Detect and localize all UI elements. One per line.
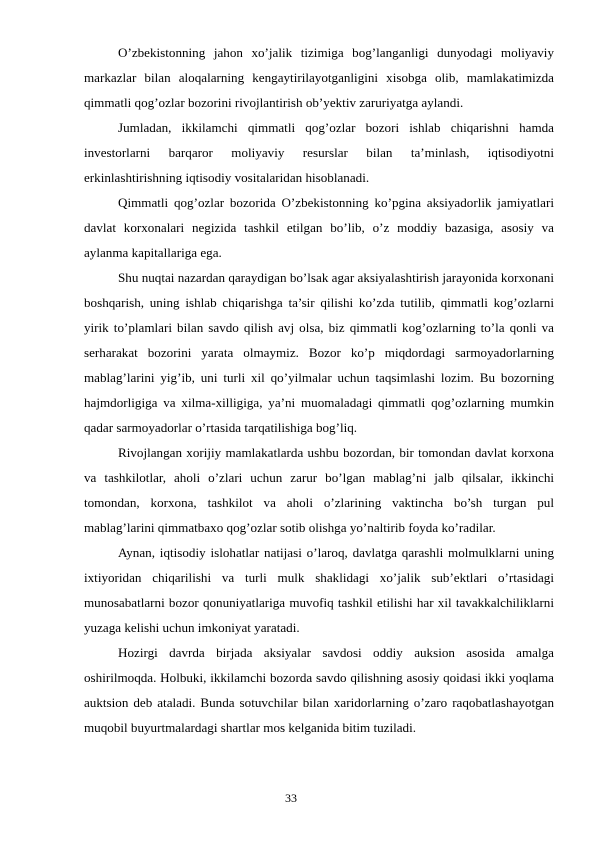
paragraph-6: Aynan, iqtisodiy islohatlar natijasi o’laroq, davlatga qarashli molmulklarni uning ixtiyoridan chiqarilishi va turli mulk shaklidagi xo’jalik sub’ektlari o’rtasidagi munosabatlarni bozor qonuniyatlariga muvofiq tashkil etilishi har xil tavakkalchiliklarni yuzaga kelishi uchun imkoniyat yaratadi. [84,545,554,635]
page-number: 33 [285,791,297,805]
paragraph-1: O’zbekistonning jahon xo’jalik tizimiga bog’langanligi dunyodagi moliyaviy markazlar bilan aloqalarning kengaytirilayotganligini xisobga olib, mamlakatimizda qimmatli qog’ozlar bozorini rivojlantirish ob’yektiv zaruriyatga aylandi. [84,45,554,110]
paragraph-2: Jumladan, ikkilamchi qimmatli qog’ozlar bozori ishlab chiqarishni hamda investorlarni barqaror moliyaviy resurslar bilan ta’minlash, iqtisodiyotni erkinlashtirishning iqtisodiy vositalaridan hisoblanadi. [84,120,554,185]
paragraph-4: Shu nuqtai nazardan qaraydigan bo’lsak agar aksiyalashtirish jarayonida korxonani boshqarish, uning ishlab chiqarishga ta’sir qilishi ko’zda tutilib, qimmatli kog’ozlarni yirik to’plamlari bilan savdo qilish avj olsa, biz qimmatli kog’ozlarning to’la qonli va serharakat bozorini yarata olmaymiz. Bozor ko’p miqdordagi sarmoyadorlarning mablag’larini yig’ib, uni turli xil qo’yilmalar uchun taqsimlashi lozim. Bu bozorning hajmdorligiga va xilma-xilligiga, ya’ni muomaladagi qimmatli qog’ozlarning mumkin qadar sarmoyadorlar o’rtasida tarqatilishiga bog’liq. [84,270,554,435]
paragraph-3: Qimmatli qog’ozlar bozorida O’zbekistonning ko’pgina aksiyadorlik jamiyatlari davlat korxonalari negizida tashkil etilgan bo’lib, o’z moddiy bazasiga, asosiy va aylanma kapitallariga ega. [84,195,554,260]
paragraph-5: Rivojlangan xorijiy mamlakatlarda ushbu bozordan, bir tomondan davlat korxona va tashkilotlar, aholi o’zlari uchun zarur bo’lgan mablag’ni jalb qilsalar, ikkinchi tomondan, korxona, tashkilot va aholi o’zlarining vaktincha bo’sh turgan pul mablag’larini qimmatbaxo qog’ozlar sotib olishga yo’naltirib foyda ko’radilar. [84,445,554,535]
paragraph-7: Hozirgi davrda birjada aksiyalar savdosi oddiy auksion asosida amalga oshirilmoqda. Holbuki, ikkilamchi bozorda savdo qilishning asosiy qoidasi ikki yoqlama auktsion deb ataladi. Bunda sotuvchilar bilan xaridorlarning o’zaro raqobatlashayotgan muqobil buyurtmalardagi shartlar mos kelganida bitim tuziladi. [84,645,554,735]
document-body [84,40,554,740]
